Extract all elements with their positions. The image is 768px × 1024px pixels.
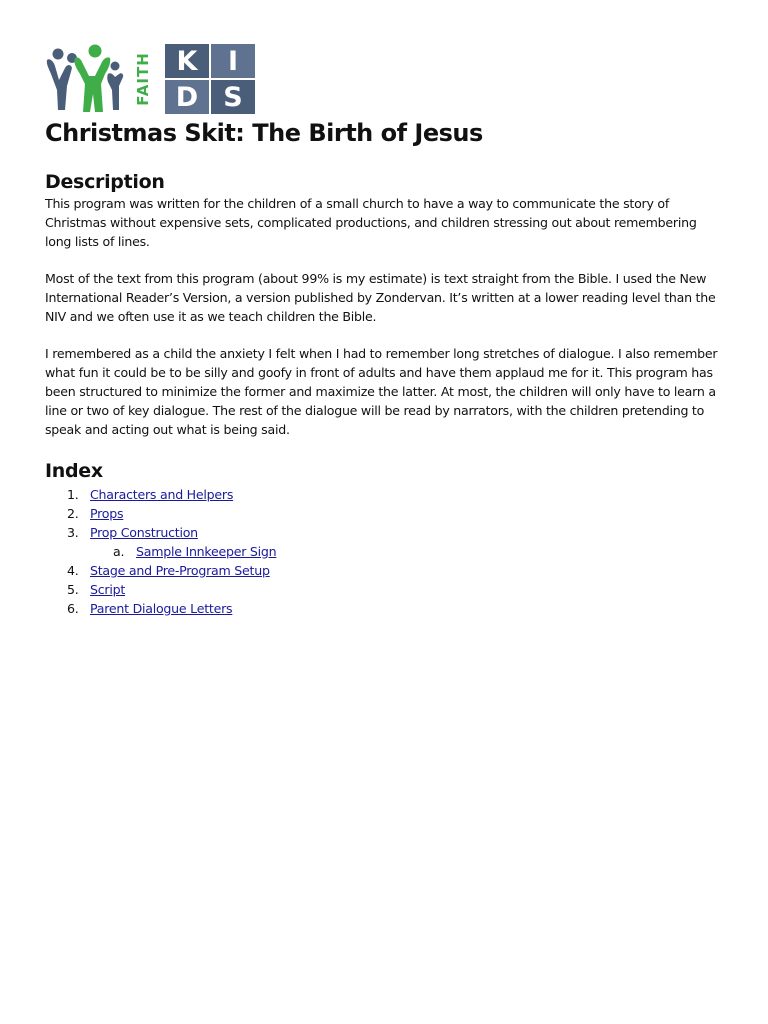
index-item-number: a. xyxy=(113,544,125,559)
description-paragraph: This program was written for the children of a small church to have a way to communicate the story of Christmas without expensive sets, complicated productions, and children stressing out about remembering long lists of lines. xyxy=(45,196,697,249)
index-item-number: 4. xyxy=(67,563,79,578)
index-link-script[interactable]: Script xyxy=(90,582,126,597)
index-list xyxy=(45,485,725,618)
index-item xyxy=(45,561,725,580)
logo-letter-k: K xyxy=(165,44,209,78)
index-link-characters-and-helpers[interactable]: Characters and Helpers xyxy=(90,487,234,502)
index-item-number: 2. xyxy=(67,506,79,521)
index-item-number: 1. xyxy=(67,487,79,502)
index-item xyxy=(45,523,725,542)
page-title: Christmas Skit: The Birth of Jesus xyxy=(45,119,483,147)
logo-kids-grid xyxy=(165,44,255,114)
index-link-prop-construction[interactable]: Prop Construction xyxy=(90,525,198,540)
document-page xyxy=(45,44,725,618)
index-heading: Index xyxy=(45,460,103,482)
description-heading: Description xyxy=(45,171,165,193)
index-item xyxy=(45,485,725,504)
index-link-parent-dialogue-letters[interactable]: Parent Dialogue Letters xyxy=(90,601,233,616)
index-item xyxy=(45,504,725,523)
index-subitem xyxy=(45,542,725,561)
index-item-number: 6. xyxy=(67,601,79,616)
index-item xyxy=(45,580,725,599)
index-item-number: 5. xyxy=(67,582,79,597)
people-figures-icon xyxy=(45,44,125,114)
description-paragraph: I remembered as a child the anxiety I felt when I had to remember long stretches of dialogue. I also remember what fun it could be to be silly and goofy in front of adults and have them applaud me for it. This program has been structured to minimize the former and maximize the latter. At most, the children will only have to learn a line or two of key dialogue. The rest of the dialogue will be read by narrators, with the children pretending to speak and acting out what is being said. xyxy=(45,346,718,437)
index-item-number: 3. xyxy=(67,525,79,540)
index-item xyxy=(45,599,725,618)
logo-letter-d: D xyxy=(165,80,209,114)
logo-letter-i: I xyxy=(211,44,255,78)
logo-letter-s: S xyxy=(211,80,255,114)
faith-kids-logo xyxy=(45,44,243,114)
index-link-sample-innkeeper-sign[interactable]: Sample Innkeeper Sign xyxy=(136,544,277,559)
logo-faith-text: FAITH xyxy=(134,52,153,106)
description-body xyxy=(45,194,725,439)
logo-faith-wordmark xyxy=(125,44,161,114)
description-paragraph: Most of the text from this program (about 99% is my estimate) is text straight from the Bible. I used the New International Reader’s Version, a version published by Zondervan. It’s written at a lower reading level than the NIV and we often use it as we teach children the Bible. xyxy=(45,271,716,324)
index-link-props[interactable]: Props xyxy=(90,506,124,521)
index-link-stage-and-pre-program-setup[interactable]: Stage and Pre-Program Setup xyxy=(90,563,270,578)
